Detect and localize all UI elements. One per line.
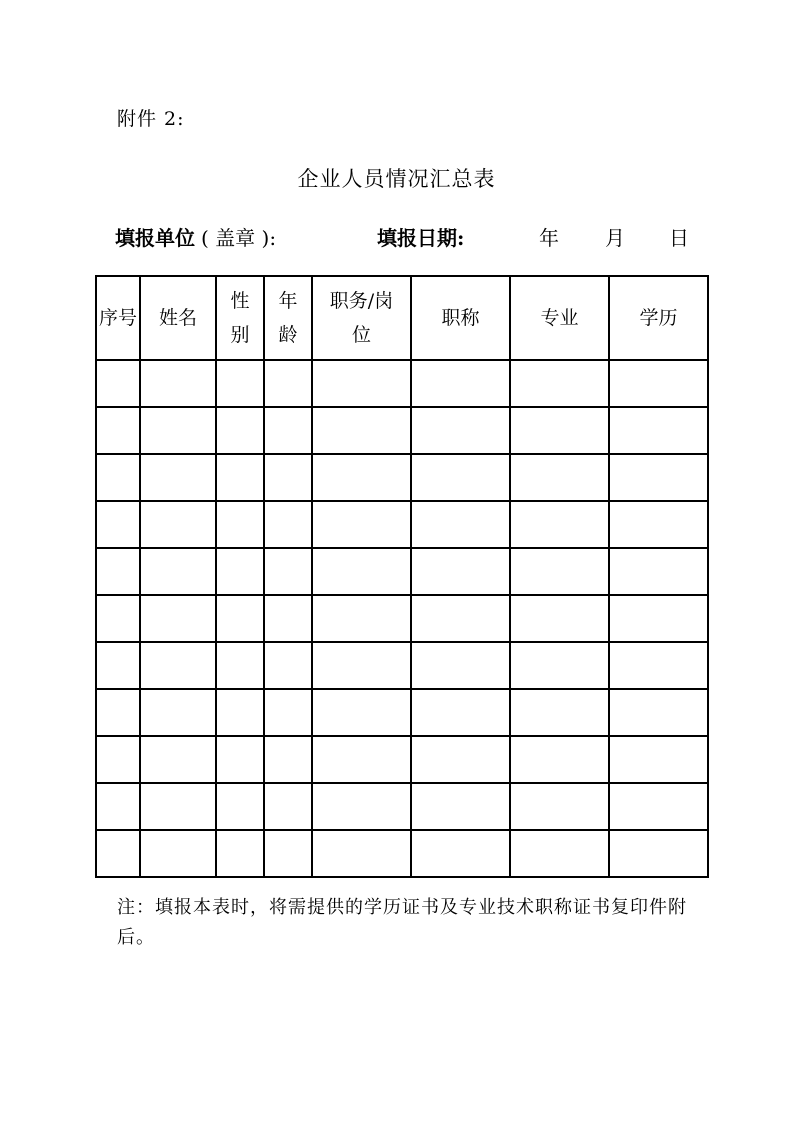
- table-cell-name[interactable]: [140, 830, 216, 877]
- table-cell-title[interactable]: [411, 501, 510, 548]
- table-cell-education[interactable]: [609, 689, 708, 736]
- table-body: [96, 360, 708, 877]
- table-cell-position[interactable]: [312, 642, 411, 689]
- table-cell-age[interactable]: [264, 689, 312, 736]
- table-cell-seq[interactable]: [96, 642, 140, 689]
- table-cell-major[interactable]: [510, 830, 609, 877]
- footnote: 注：填报本表时，将需提供的学历证书及专业技术职称证书复印件附后。: [117, 897, 687, 948]
- table-cell-gender[interactable]: [216, 501, 264, 548]
- header-gender: 性别: [216, 276, 264, 360]
- table-cell-age[interactable]: [264, 595, 312, 642]
- header-position: 职务/岗位: [312, 276, 411, 360]
- table-cell-seq[interactable]: [96, 736, 140, 783]
- table-cell-seq[interactable]: [96, 407, 140, 454]
- date-day-label: 日: [669, 226, 689, 250]
- table-cell-seq[interactable]: [96, 830, 140, 877]
- fill-date-label: 填报日期:: [377, 226, 465, 250]
- table-cell-major[interactable]: [510, 736, 609, 783]
- table-cell-name[interactable]: [140, 595, 216, 642]
- table-cell-age[interactable]: [264, 407, 312, 454]
- fill-unit-label: 填报单位: [115, 226, 195, 250]
- table-cell-education[interactable]: [609, 454, 708, 501]
- table-cell-gender[interactable]: [216, 689, 264, 736]
- table-cell-education[interactable]: [609, 548, 708, 595]
- table-cell-title[interactable]: [411, 454, 510, 501]
- table-cell-position[interactable]: [312, 689, 411, 736]
- table-cell-age[interactable]: [264, 736, 312, 783]
- table-cell-name[interactable]: [140, 548, 216, 595]
- date-month-label: 月: [605, 226, 625, 250]
- table-cell-age[interactable]: [264, 830, 312, 877]
- table-cell-title[interactable]: [411, 642, 510, 689]
- table-cell-title[interactable]: [411, 689, 510, 736]
- table-cell-education[interactable]: [609, 595, 708, 642]
- table-row: [96, 454, 708, 501]
- table-cell-name[interactable]: [140, 407, 216, 454]
- table-cell-major[interactable]: [510, 689, 609, 736]
- table-row: [96, 407, 708, 454]
- table-cell-name[interactable]: [140, 454, 216, 501]
- header-age: 年龄: [264, 276, 312, 360]
- table-row: [96, 642, 708, 689]
- table-cell-education[interactable]: [609, 830, 708, 877]
- table-cell-gender[interactable]: [216, 783, 264, 830]
- table-cell-education[interactable]: [609, 360, 708, 407]
- table-row: [96, 595, 708, 642]
- table-cell-name[interactable]: [140, 501, 216, 548]
- table-cell-name[interactable]: [140, 736, 216, 783]
- table-cell-major[interactable]: [510, 642, 609, 689]
- table-row: [96, 360, 708, 407]
- table-cell-gender[interactable]: [216, 736, 264, 783]
- header-education: 学历: [609, 276, 708, 360]
- table-cell-major[interactable]: [510, 783, 609, 830]
- header-major: 专业: [510, 276, 609, 360]
- table-cell-seq[interactable]: [96, 689, 140, 736]
- table-header-row: [96, 276, 708, 360]
- date-year-label: 年: [539, 226, 559, 250]
- form-title: 企业人员情况汇总表: [297, 167, 496, 191]
- table-cell-age[interactable]: [264, 642, 312, 689]
- table-cell-age[interactable]: [264, 454, 312, 501]
- table-cell-gender[interactable]: [216, 830, 264, 877]
- table-cell-title[interactable]: [411, 360, 510, 407]
- table-cell-education[interactable]: [609, 736, 708, 783]
- table-cell-title[interactable]: [411, 595, 510, 642]
- header-name: 姓名: [140, 276, 216, 360]
- header-title: 职称: [411, 276, 510, 360]
- table-cell-age[interactable]: [264, 360, 312, 407]
- table-cell-education[interactable]: [609, 783, 708, 830]
- table-cell-position[interactable]: [312, 360, 411, 407]
- table-cell-seq[interactable]: [96, 548, 140, 595]
- table-cell-major[interactable]: [510, 501, 609, 548]
- table-cell-gender[interactable]: [216, 407, 264, 454]
- table-cell-position[interactable]: [312, 548, 411, 595]
- table-cell-title[interactable]: [411, 407, 510, 454]
- table-cell-seq[interactable]: [96, 501, 140, 548]
- table-row: [96, 501, 708, 548]
- table-cell-position[interactable]: [312, 454, 411, 501]
- table-row: [96, 783, 708, 830]
- personnel-table: [95, 275, 709, 878]
- table-cell-education[interactable]: [609, 407, 708, 454]
- table-cell-title[interactable]: [411, 736, 510, 783]
- table-cell-gender[interactable]: [216, 454, 264, 501]
- table-row: [96, 689, 708, 736]
- table-cell-position[interactable]: [312, 501, 411, 548]
- table-cell-name[interactable]: [140, 783, 216, 830]
- table-cell-major[interactable]: [510, 454, 609, 501]
- table-cell-age[interactable]: [264, 783, 312, 830]
- table-cell-title[interactable]: [411, 783, 510, 830]
- table-cell-major[interactable]: [510, 595, 609, 642]
- fill-unit-stamp: ( 盖章 ):: [201, 226, 277, 250]
- attachment-label: 附件 2:: [117, 108, 185, 130]
- header-seq: 序号: [96, 276, 140, 360]
- table-cell-seq[interactable]: [96, 783, 140, 830]
- table-cell-name[interactable]: [140, 642, 216, 689]
- table-row: [96, 736, 708, 783]
- table-cell-position[interactable]: [312, 736, 411, 783]
- table-cell-title[interactable]: [411, 548, 510, 595]
- fill-info-row: [0, 222, 793, 252]
- table-cell-title[interactable]: [411, 830, 510, 877]
- table-cell-major[interactable]: [510, 407, 609, 454]
- table-cell-education[interactable]: [609, 501, 708, 548]
- table-row: [96, 830, 708, 877]
- table-cell-major[interactable]: [510, 548, 609, 595]
- table-cell-gender[interactable]: [216, 360, 264, 407]
- table-cell-major[interactable]: [510, 360, 609, 407]
- table-cell-seq[interactable]: [96, 595, 140, 642]
- table-cell-position[interactable]: [312, 830, 411, 877]
- table-row: [96, 548, 708, 595]
- table-cell-seq[interactable]: [96, 454, 140, 501]
- table-cell-name[interactable]: [140, 360, 216, 407]
- table-cell-gender[interactable]: [216, 642, 264, 689]
- table-cell-position[interactable]: [312, 783, 411, 830]
- table-cell-age[interactable]: [264, 501, 312, 548]
- table-cell-education[interactable]: [609, 642, 708, 689]
- table-cell-seq[interactable]: [96, 360, 140, 407]
- table-cell-age[interactable]: [264, 548, 312, 595]
- table-cell-position[interactable]: [312, 407, 411, 454]
- table-cell-gender[interactable]: [216, 595, 264, 642]
- table-cell-gender[interactable]: [216, 548, 264, 595]
- table-cell-position[interactable]: [312, 595, 411, 642]
- table-cell-name[interactable]: [140, 689, 216, 736]
